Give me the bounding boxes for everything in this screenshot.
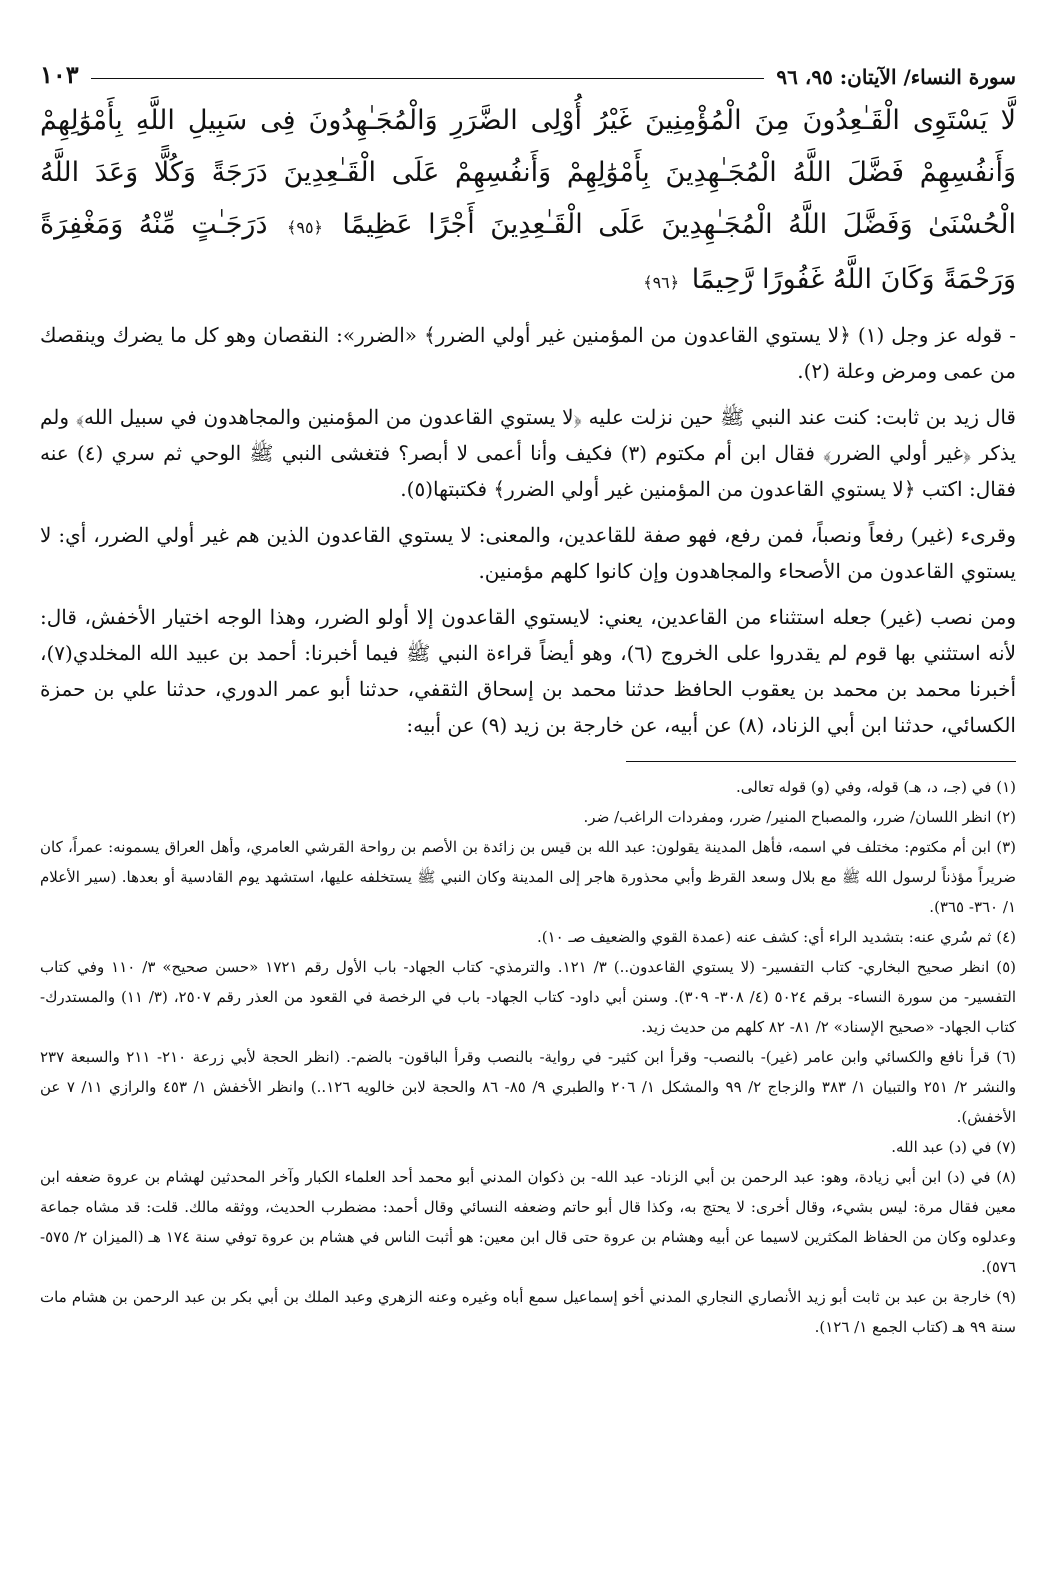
verse-number-95: ﴿٩٥﴾: [286, 218, 323, 237]
footnote-6: (٦) قرأ نافع والكسائي وابن عامر (غير)- بالنصب- وقرأ ابن كثير- في رواية- بالنصب وقرأ الباقون- بالضم-. (انظر الحجة لأبي زرعة ٢١٠- ٢١١ والسبعة ٢٣٧ والنشر ٢/ ٢٥١ والتبيان ١/ ٣٨٣ والزجاج ٢/ ٩٩ والمشكل ١/ ٢٠٦ والطبري ٩/ ٨٥- ٨٦ والحجة لابن خالويه ١٢٦..) وانظر الأخفش ١/ ٤٥٣ والرازي ١١/ ٧ عن الأخفش).: [40, 1048, 1017, 1126]
header-rule: [91, 78, 765, 79]
commentary-paragraph-3: وقرىء (غير) رفعاً ونصباً، فمن رفع، فهو صفة للقاعدين، والمعنى: لا يستوي القاعدون الذين هم غير أولي الضرر، أي: لا يستوي القاعدون من الأصحاء والمجاهدون وإن كانوا كلهم مؤمنين.: [40, 523, 1016, 583]
verse-number-96: ﴿٩٦﴾: [643, 273, 680, 292]
quran-verses: [40, 95, 1016, 309]
footnote-3: (٣) ابن أم مكتوم: مختلف في اسمه، فأهل المدينة يقولون: عبد الله بن قيس بن زائدة بن الأصم بن رواحة القرشي العامري، وأهل العراق يسمونه: عمراً، كان ضريراً مؤذناً لرسول الله ﷺ مع بلال وسعد القرظ وأبي محذورة هاجر إلى المدينة وكان النبي ﷺ يستخلفه عليها، استشهد يوم القادسية أو بعدها. (سير الأعلام ١/ ٣٦٠- ٣٦٥).: [40, 838, 1016, 916]
commentary-paragraph-2: قال زيد بن ثابت: كنت عند النبي ﷺ حين نزلت عليه ﴿لا يستوي القاعدون من المؤمنين والمجاهدون في سبيل الله﴾ ولم يذكر ﴿غير أولي الضرر﴾ فقال ابن أم مكتوم (٣) فكيف وأنا أعمى لا أبصر؟ فتغشى النبي ﷺ الوحي ثم سري (٤) عنه فقال: اكتب ﴿لا يستوي القاعدون من المؤمنين غير أولي الضرر﴾ فكتبتها(٥).: [40, 405, 1016, 501]
footnote-4: (٤) ثم سُري عنه: بتشديد الراء أي: كشف عنه (عمدة القوي والضعيف صـ ١٠).: [536, 928, 1016, 946]
commentary-paragraph-4: ومن نصب (غير) جعله استثناء من القاعدين، يعني: لايستوي القاعدون إلا أولو الضرر، وهذا الوجه اختيار الأخفش، قال: لأنه استثني بها قوم لم يقدروا على الخروج (٦)، وهو أيضاً قراءة النبي ﷺ فيما أخبرنا: أحمد بن عبيد الله المخلدي(٧)، أخبرنا محمد بن محمد بن يعقوب الحافظ حدثنا محمد بن إسحاق الثقفي، حدثنا أبو عمر الدوري، حدثنا علي بن حمزة الكسائي، حدثنا ابن أبي الزناد، (٨) عن أبيه، عن خارجة بن زيد (٩) عن أبيه:: [40, 605, 1016, 737]
footnote-2: (٢) انظر اللسان/ ضرر، والمصباح المنير/ ضرر، ومفردات الراغب/ ضر.: [583, 808, 1016, 826]
footnote-7: (٧) في (د) عبد الله.: [891, 1138, 1016, 1156]
footnote-5: (٥) انظر صحيح البخاري- كتاب التفسير- (لا يستوي القاعدون..) ٣/ ١٢١. والترمذي- كتاب الجهاد- باب الأول رقم ١٧٢١ «حسن صحيح» ٣/ ١١٠ وفي كتاب التفسير- من سورة النساء- برقم ٥٠٢٤ (٤/ ٣٠٨- ٣٠٩). وسنن أبي داود- كتاب الجهاد- باب في الرخصة في القعود من العذر رقم ٢٥٠٧، (٣/ ١١) والمستدرك- كتاب الجهاد- «صحيح الإسناد» ٢/ ٨١- ٨٢ كلهم من حديث زيد.: [40, 958, 1017, 1036]
page-number: ١٠٣: [40, 60, 79, 89]
book-page: [40, 60, 1016, 1342]
quran-verse-96: دَرَجَـٰتٍ مِّنْهُ وَمَغْفِرَةً وَرَحْمَةً وَكَانَ اللَّهُ غَفُورًا رَّحِيمًا: [40, 209, 1016, 295]
footnote-1: (١) في (جـ، د، هـ) قوله، وفي (و) قوله تعالى.: [736, 778, 1016, 796]
commentary-paragraph-1: - قوله عز وجل (١) ﴿لا يستوي القاعدون من المؤمنين غير أولي الضرر﴾ «الضرر»: النقصان وهو كل ما يضرك وينقصك من عمى ومرض وعلة (٢).: [40, 323, 1016, 383]
footnote-9: (٩) خارجة بن عبد بن ثابت أبو زيد الأنصاري النجاري المدني أخو إسماعيل سمع أباه وغيره وعنه الزهري وعبد الملك بن أبي بكر بن عبد الرحمن بن هشام مات سنة ٩٩ هـ (كتاب الجمع ١/ ١٢٦).: [40, 1288, 1016, 1336]
footnote-separator: [626, 761, 1016, 762]
quran-verse-95: لَّا يَسْتَوِى الْقَـٰعِدُونَ مِنَ الْمُؤْمِنِينَ غَيْرُ أُوْلِى الضَّرَرِ وَالْمُجَـٰهِدُونَ فِى سَبِيلِ اللَّهِ بِأَمْوَٰلِهِمْ وَأَنفُسِهِمْ فَضَّلَ اللَّهُ الْمُجَـٰهِدِينَ بِأَمْوَٰلِهِمْ وَأَنفُسِهِمْ عَلَى الْقَـٰعِدِينَ دَرَجَةً وَكُلًّا وَعَدَ اللَّهُ الْحُسْنَىٰ وَفَضَّلَ اللَّهُ الْمُجَـٰهِدِينَ عَلَى الْقَـٰعِدِينَ أَجْرًا عَظِيمًا: [40, 105, 1016, 240]
footnotes: [40, 772, 1016, 1342]
footnote-8: (٨) في (د) ابن أبي زيادة، وهو: عبد الرحمن بن أبي الزناد- عبد الله- بن ذكوان المدني أبو محمد أحد العلماء الكبار وآخر المحدثين لهشام بن عروة ضعفه ابن معين فقال مرة: ليس بشيء، وقال أخرى: لا يحتج به، وكذا قال أبو حاتم وضعفه النسائي وقال أحمد: مضطرب الحديث، ووثقه مالك. قلت: قد مشاه جماعة وعدلوه وكان من الحفاظ المكثرين لاسيما عن أبيه وهشام بن عروة حتى قال ابن معين: هو أثبت الناس في هشام بن عروة توفي سنة ١٧٤ هـ (الميزان ٢/ ٥٧٥- ٥٧٦).: [40, 1168, 1016, 1276]
running-title: سورة النساء/ الآيتان: ٩٥، ٩٦: [776, 65, 1016, 89]
page-header: [40, 60, 1016, 89]
